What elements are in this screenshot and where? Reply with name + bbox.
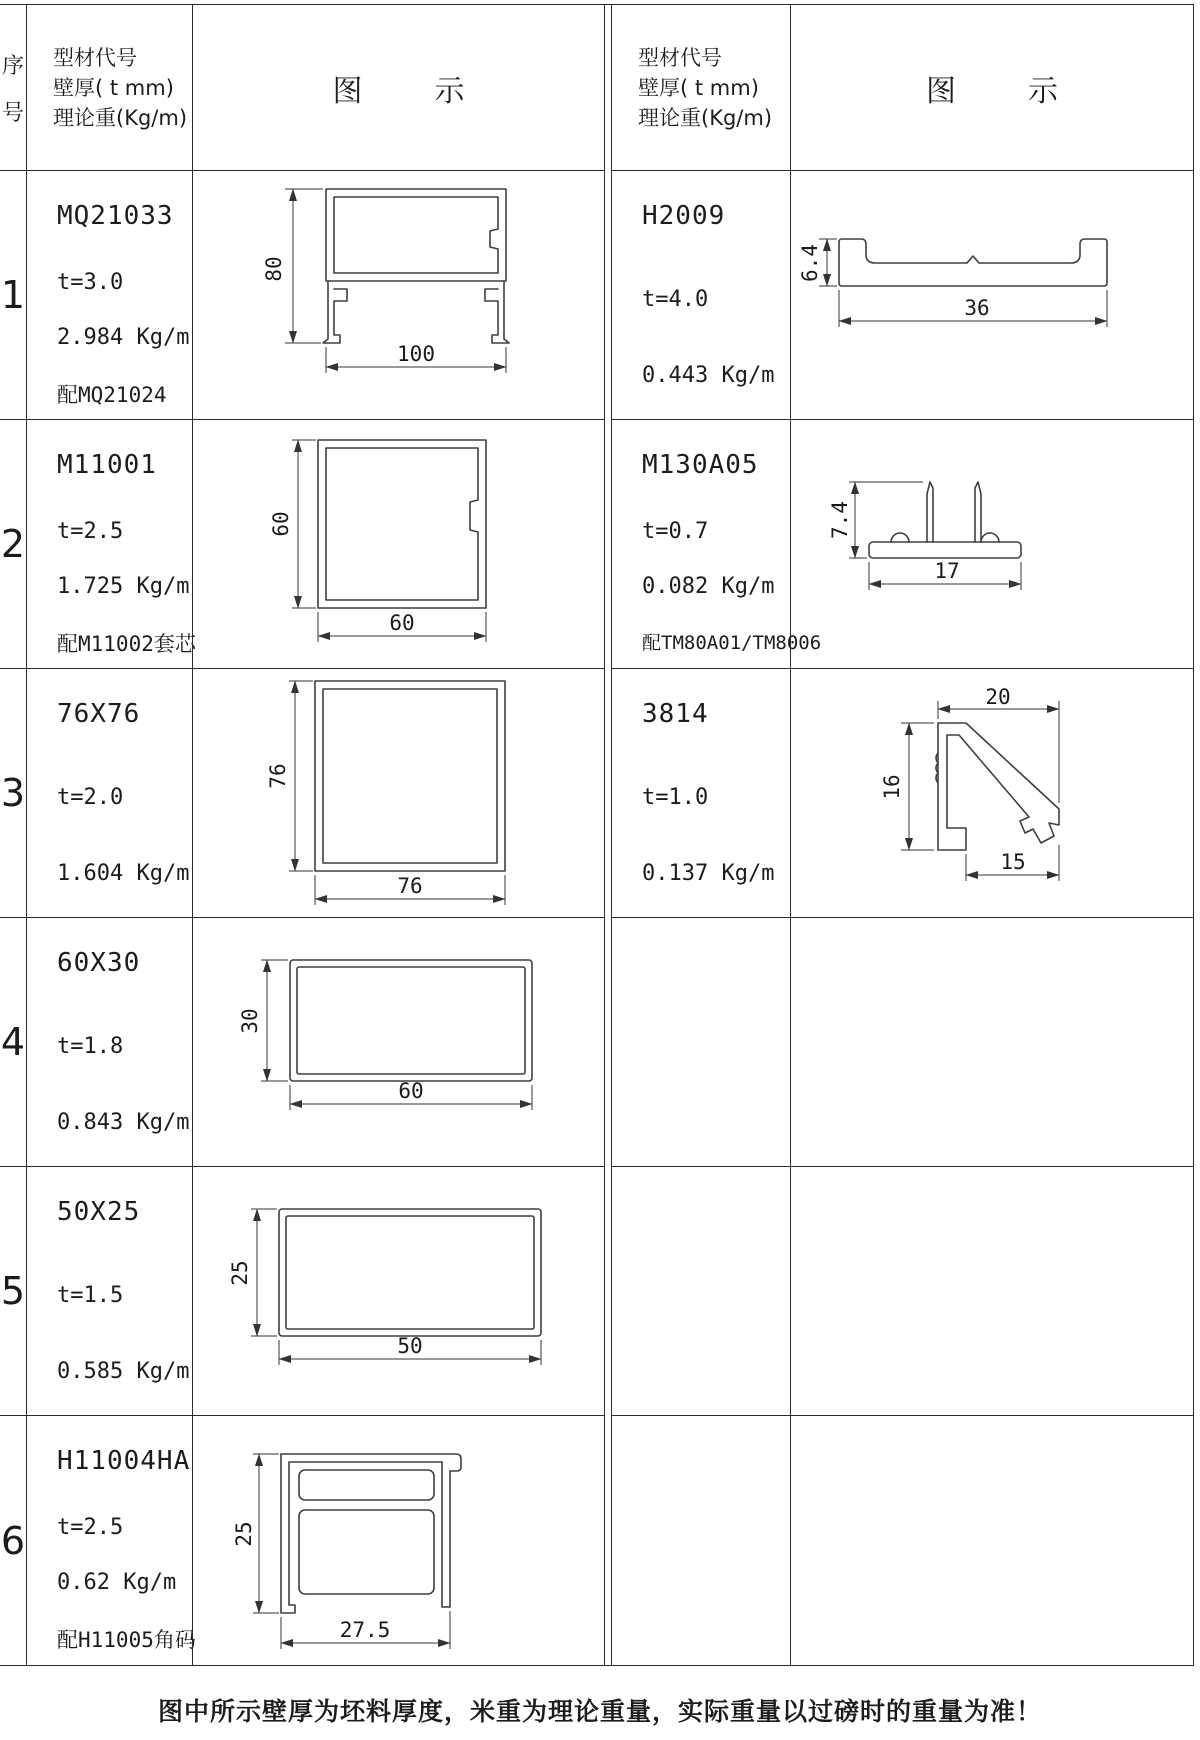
row-4-left-diagram bbox=[192, 918, 604, 1167]
header-diagram-char2: 示 bbox=[1028, 73, 1058, 109]
50x25-profile-drawing bbox=[228, 1195, 551, 1370]
header-spec-code: 型材代号 bbox=[638, 45, 722, 70]
row-1-seq: 1 bbox=[0, 171, 26, 420]
divider-gap bbox=[604, 171, 612, 420]
profile-weight: 1.725 Kg/m bbox=[57, 574, 190, 599]
dim-label-vertical: 80 bbox=[262, 256, 286, 282]
profile-pairing: 配TM80A01/TM8006 bbox=[642, 632, 822, 654]
profile-catalog-table bbox=[0, 4, 1194, 1666]
profile-code: M130A05 bbox=[642, 450, 759, 480]
row-4-left-spec bbox=[26, 918, 192, 1167]
dim-label-horizontal: 36 bbox=[964, 296, 990, 320]
divider-gap bbox=[604, 1416, 612, 1665]
h2009-profile-drawing bbox=[798, 229, 1139, 339]
profile-thickness: t=1.8 bbox=[57, 1034, 124, 1059]
divider-gap bbox=[604, 1167, 612, 1416]
header-seq bbox=[0, 5, 26, 171]
header-seq-line2: 号 bbox=[1, 100, 24, 126]
header-spec-code: 型材代号 bbox=[53, 45, 137, 70]
dim-label-top: 20 bbox=[985, 685, 1011, 709]
profile-pairing: 配MQ21024 bbox=[57, 383, 167, 407]
header-diagram-char1: 图 bbox=[926, 73, 956, 109]
row-2-left-spec bbox=[26, 420, 196, 669]
3814-profile-drawing bbox=[863, 685, 1098, 907]
dim-label-vertical: 60 bbox=[269, 511, 293, 537]
row-5-left-diagram bbox=[192, 1167, 604, 1416]
dim-label-horizontal: 50 bbox=[397, 1334, 423, 1358]
row-5-seq: 5 bbox=[0, 1167, 26, 1416]
row-1-right-spec bbox=[612, 171, 790, 420]
row-3-seq: 3 bbox=[0, 669, 26, 918]
profile-code: 76X76 bbox=[57, 699, 141, 729]
profile-code: H2009 bbox=[642, 201, 726, 231]
divider-gap bbox=[604, 669, 612, 918]
row-2-right-spec bbox=[612, 420, 822, 669]
row-3-left-spec bbox=[26, 669, 192, 918]
dim-label-horizontal: 60 bbox=[398, 1079, 424, 1103]
header-spec-right bbox=[612, 5, 790, 171]
header-spec-weight: 理论重(Kg/m) bbox=[638, 105, 773, 130]
row-2-seq: 2 bbox=[0, 420, 26, 669]
divider-gap bbox=[604, 5, 612, 171]
profile-weight: 0.62 Kg/m bbox=[57, 1570, 177, 1595]
m11001-profile-drawing bbox=[269, 430, 523, 665]
row-1-left-diagram bbox=[192, 171, 604, 420]
row-4-right-diagram bbox=[790, 918, 1193, 1167]
row-5-left-spec bbox=[26, 1167, 192, 1416]
row-3-right-diagram bbox=[790, 669, 1193, 918]
dim-label-vertical: 76 bbox=[266, 763, 290, 789]
footer-note: 图中所示壁厚为坯料厚度，米重为理论重量，实际重量以过磅时的重量为准！ bbox=[157, 1697, 1042, 1726]
profile-weight: 2.984 Kg/m bbox=[57, 325, 190, 350]
row-5-right-diagram bbox=[790, 1167, 1193, 1416]
profile-weight: 0.585 Kg/m bbox=[57, 1359, 190, 1384]
header-spec-weight: 理论重(Kg/m) bbox=[53, 105, 188, 130]
60x30-profile-drawing bbox=[235, 944, 555, 1114]
header-diagram-left bbox=[192, 5, 604, 171]
profile-code: 60X30 bbox=[57, 948, 141, 978]
profile-thickness: t=2.0 bbox=[57, 785, 124, 810]
row-5-right-spec bbox=[612, 1167, 790, 1416]
profile-code: H11004HA bbox=[57, 1446, 191, 1476]
profile-weight: 0.843 Kg/m bbox=[57, 1110, 190, 1135]
header-spec-thickness: 壁厚( t mm) bbox=[53, 75, 174, 100]
mq21033-profile-drawing bbox=[251, 177, 551, 377]
dim-label-vertical: 25 bbox=[228, 1260, 252, 1286]
h11004ha-profile-drawing bbox=[232, 1444, 493, 1659]
profile-thickness: t=2.5 bbox=[57, 519, 124, 544]
profile-code: 50X25 bbox=[57, 1197, 141, 1227]
profile-code: M11001 bbox=[57, 450, 157, 480]
row-1-right-diagram bbox=[790, 171, 1193, 420]
profile-thickness: t=0.7 bbox=[642, 519, 709, 544]
profile-weight: 1.604 Kg/m bbox=[57, 861, 190, 886]
dim-label-vertical: 30 bbox=[238, 1008, 262, 1034]
header-seq-line1: 序 bbox=[1, 53, 24, 79]
profile-weight: 0.137 Kg/m bbox=[642, 861, 775, 886]
m130a05-profile-drawing bbox=[828, 468, 1054, 603]
dim-label-vertical: 25 bbox=[232, 1521, 256, 1547]
row-6-seq: 6 bbox=[0, 1518, 26, 1563]
row-3-right-spec bbox=[612, 669, 790, 918]
profile-code: MQ21033 bbox=[57, 201, 174, 231]
row-2-left-diagram bbox=[192, 420, 604, 669]
dim-label-horizontal: 100 bbox=[397, 342, 435, 366]
dim-label-vertical: 6.4 bbox=[798, 244, 822, 282]
row-1-left-spec bbox=[26, 171, 192, 420]
row-6-right-diagram bbox=[790, 1416, 1193, 1665]
header-diagram-right bbox=[790, 5, 1193, 171]
profile-thickness: t=4.0 bbox=[642, 287, 709, 312]
header-diagram-char2: 示 bbox=[434, 73, 465, 109]
profile-code: 3814 bbox=[642, 699, 709, 729]
profile-weight: 0.443 Kg/m bbox=[642, 363, 775, 388]
header-spec-thickness: 壁厚( t mm) bbox=[638, 75, 759, 100]
row-2-right-diagram bbox=[790, 420, 1193, 669]
profile-thickness: t=3.0 bbox=[57, 270, 124, 295]
row-6-left-spec bbox=[26, 1416, 196, 1665]
profile-pairing: 配H11005角码 bbox=[57, 1628, 196, 1652]
header-spec-left bbox=[26, 5, 192, 171]
row-6-right-spec bbox=[612, 1416, 790, 1665]
row-3-left-diagram bbox=[192, 669, 604, 918]
divider-gap bbox=[604, 918, 612, 1167]
profile-thickness: t=1.5 bbox=[57, 1283, 124, 1308]
profile-thickness: t=1.0 bbox=[642, 785, 709, 810]
dim-label-vertical: 16 bbox=[880, 774, 904, 800]
dim-label-horizontal: 15 bbox=[1000, 850, 1026, 874]
dim-label-vertical: 7.4 bbox=[828, 501, 852, 539]
76x76-profile-drawing bbox=[266, 673, 540, 915]
profile-thickness: t=2.5 bbox=[57, 1515, 124, 1540]
dim-label-horizontal: 27.5 bbox=[339, 1618, 391, 1642]
divider-gap bbox=[604, 420, 612, 669]
header-diagram-char1: 图 bbox=[332, 73, 363, 109]
profile-pairing: 配M11002套芯 bbox=[57, 632, 196, 656]
row-4-seq: 4 bbox=[0, 918, 26, 1167]
row-6-left-diagram bbox=[192, 1416, 604, 1665]
dim-label-horizontal: 60 bbox=[389, 611, 415, 635]
dim-label-horizontal: 17 bbox=[934, 559, 960, 583]
row-4-right-spec bbox=[612, 918, 790, 1167]
profile-weight: 0.082 Kg/m bbox=[642, 574, 775, 599]
dim-label-horizontal: 76 bbox=[397, 874, 423, 898]
